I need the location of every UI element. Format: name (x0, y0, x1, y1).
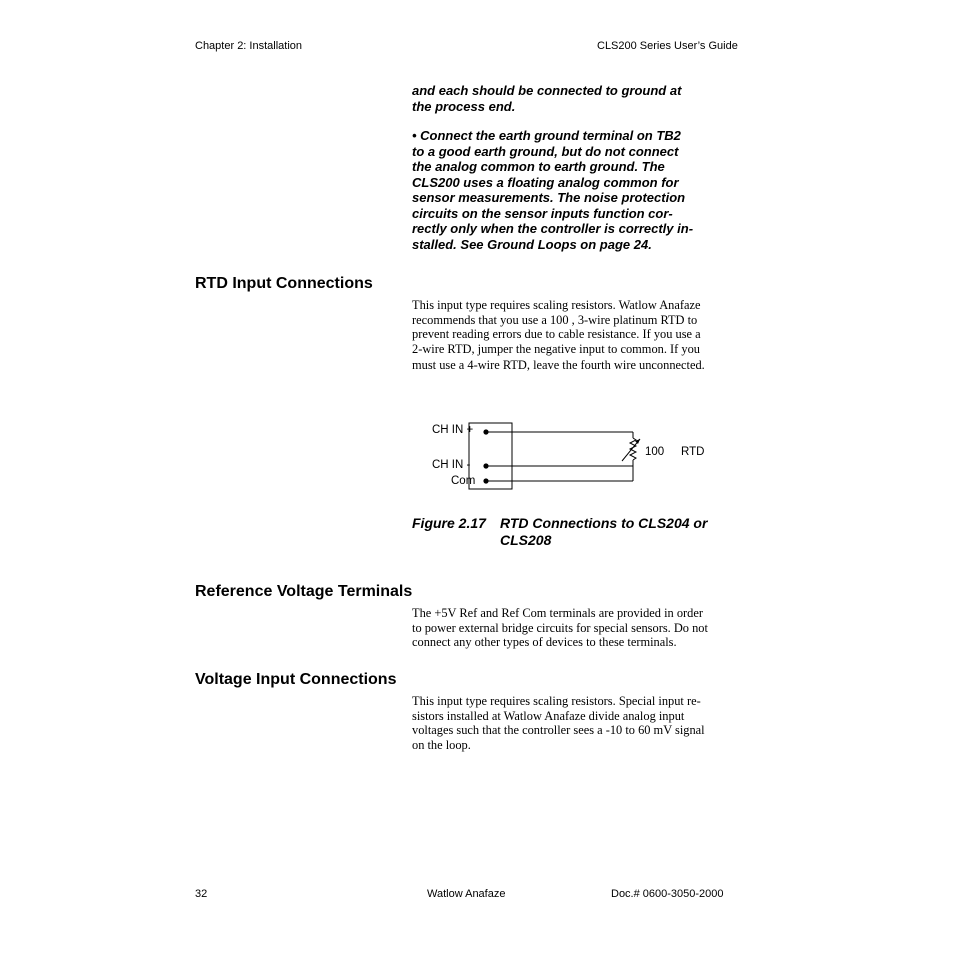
label-rtd: RTD (681, 446, 705, 458)
ref-heading: Reference Voltage Terminals (195, 583, 413, 600)
note-line: the process end. (412, 98, 516, 114)
note-ground-process (412, 83, 732, 114)
ref-body (412, 606, 752, 650)
note-earth-ground (412, 128, 732, 252)
note-line: circuits on the sensor inputs function cor- (412, 205, 673, 221)
header-chapter: Chapter 2: Installation (195, 40, 303, 52)
body-line: This input type requires scaling resistors. Special input re- (412, 694, 701, 708)
figure-title (500, 515, 707, 549)
terminal-block (469, 423, 512, 489)
body-line: connect any other types of devices to these terminals. (412, 635, 677, 650)
footer-page-number: 32 (195, 888, 208, 900)
rtd-heading: RTD Input Connections (195, 275, 373, 292)
body-line: recommends that you use a 100 , 3-wire platinum RTD to (412, 312, 698, 327)
figure-title-line: CLS208 (500, 532, 552, 548)
label-resistor-value: 100 (645, 446, 665, 458)
note-line: • Connect the earth ground terminal on TB2 (412, 128, 681, 143)
header-guide-title: CLS200 Series User’s Guide (597, 40, 738, 52)
figure-number: Figure 2.17 (412, 515, 486, 531)
body-line: to power external bridge circuits for special sensors. Do not (412, 620, 708, 635)
label-ch-in-minus: CH IN - (432, 459, 471, 471)
note-line: CLS200 uses a floating analog common for (412, 174, 679, 190)
figure-title-line: RTD Connections to CLS204 or (500, 515, 708, 531)
note-line: rectly only when the controller is correctly in- (412, 221, 694, 236)
rtd-wiring-diagram (420, 410, 720, 500)
note-line: sensor measurements. The noise protection (412, 190, 686, 205)
rtd-body (412, 298, 752, 373)
label-com: Com (451, 475, 476, 487)
body-line: voltages such that the controller sees a -10 to 60 mV signal (412, 723, 705, 738)
footer-company: Watlow Anafaze (427, 888, 506, 900)
footer-doc-number: Doc.# 0600-3050-2000 (611, 888, 724, 900)
body-line: sistors installed at Watlow Anafaze divide analog input (412, 708, 685, 723)
body-line: must use a 4-wire RTD, leave the fourth wire unconnected. (412, 358, 705, 373)
body-line: This input type requires scaling resistors. Watlow Anafaze (412, 298, 701, 312)
note-line: to a good earth ground, but do not connect (412, 143, 679, 159)
body-line: 2-wire RTD, jumper the negative input to common. If you (412, 341, 700, 356)
note-line: the analog common to earth ground. The (412, 159, 665, 174)
body-line: The +5V Ref and Ref Com terminals are provided in order (412, 606, 703, 620)
note-line: stalled. See Ground Loops on page 24. (412, 236, 652, 252)
body-line: prevent reading errors due to cable resistance. If you use a (412, 327, 701, 342)
body-line: on the loop. (412, 737, 471, 752)
voltage-body (412, 694, 752, 752)
label-ch-in-plus: CH IN + (432, 424, 474, 436)
rtd-resistor-icon (630, 438, 636, 460)
note-line: and each should be connected to ground at (412, 83, 682, 98)
voltage-heading: Voltage Input Connections (195, 671, 397, 688)
